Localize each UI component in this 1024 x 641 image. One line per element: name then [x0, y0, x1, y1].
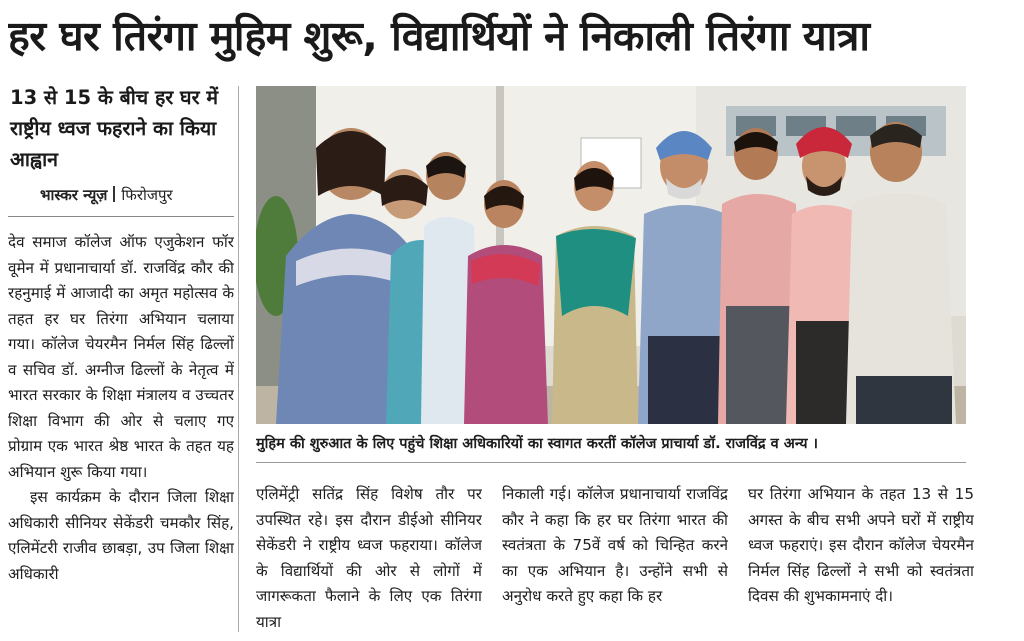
article-paragraph: इस कार्यक्रम के दौरान जिला शिक्षा अधिकारी सीनियर सेकेंडरी चमकौर सिंह, एलिमेंटरी राजीव छाबड़ा, उप जिला शिक्षा अधिकारी — [8, 488, 234, 583]
caption-divider — [256, 462, 966, 463]
news-photo — [256, 86, 966, 424]
article-paragraph: एलिमेंट्री सतिंद्र सिंह विशेष तौर पर उपस्थित रहे। इस दौरान डीईओ सीनियर सेकेंडरी ने राष्ट्रीय ध्वज फहराया। कॉलेज के विद्यार्थियों की ओर से लोगों में जागरूकता फैलाने के लिए एक तिरंगा यात्रा — [256, 485, 482, 631]
headline: हर घर तिरंगा मुहिम शुरू, विद्यार्थियों ने निकाली तिरंगा यात्रा — [8, 12, 870, 60]
article-paragraph: घर तिरंगा अभियान के तहत 13 से 15 अगस्त के बीच सभी अपने घरों में राष्ट्रीय ध्वज फहराएं। इस दौरान कॉलेज चेयरमैन निर्मल सिंह ढिल्लों ने सभी को स्वतंत्रता दिवस की शुभकामनाएं दी। — [748, 485, 974, 605]
article-paragraph: निकाली गई। कॉलेज प्रधानाचार्या राजविंद्र कौर ने कहा कि हर घर तिरंगा भारत की स्वतंत्रता के 75वें वर्ष को चिन्हित करने का एक अभियान है। उन्होंने सभी से अनुरोध करते हुए कहा कि हर — [502, 485, 728, 605]
byline-location: फिरोजपुर — [121, 186, 173, 204]
byline-source: भास्कर न्यूज़ — [40, 186, 108, 204]
article-paragraph: देव समाज कॉलेज ऑफ एजुकेशन फॉर वूमेन में प्रधानाचार्या डॉ. राजविंद्र कौर की रहनुमाई में आजादी का अमृत महोत्सव के तहत हर घर तिरंगा अभियान चलाया गया। कॉलेज चेयरमैन निर्मल सिंह ढिल्लों व सचिव डॉ. अग्नीज ढिल्लों के नेतृत्व में भारत सरकार के शिक्षा मंत्रालय व उच्चतर शिक्षा विभाग की ओर से चलाए गए प्रोग्राम एक भारत श्रेष्ठ भारत के तहत यह अभियान शुरू किया गया। — [8, 233, 234, 481]
article-column-4 — [748, 482, 974, 634]
byline-divider — [8, 216, 234, 217]
photo-caption: मुहिम की शुरुआत के लिए पहुंचे शिक्षा अधिकारियों का स्वागत करतीं कॉलेज प्राचार्या डॉ. राजविंद्र व अन्य । — [256, 436, 819, 452]
subheadline: 13 से 15 के बीच हर घर में राष्ट्रीय ध्वज फहराने का किया आह्वान — [10, 86, 219, 171]
byline-separator — [113, 186, 115, 202]
column-divider — [238, 86, 239, 632]
article-column-1 — [8, 230, 234, 638]
group-photo-illustration — [256, 86, 966, 424]
article-column-3 — [502, 482, 728, 634]
byline — [40, 185, 240, 205]
article-column-2 — [256, 482, 482, 634]
